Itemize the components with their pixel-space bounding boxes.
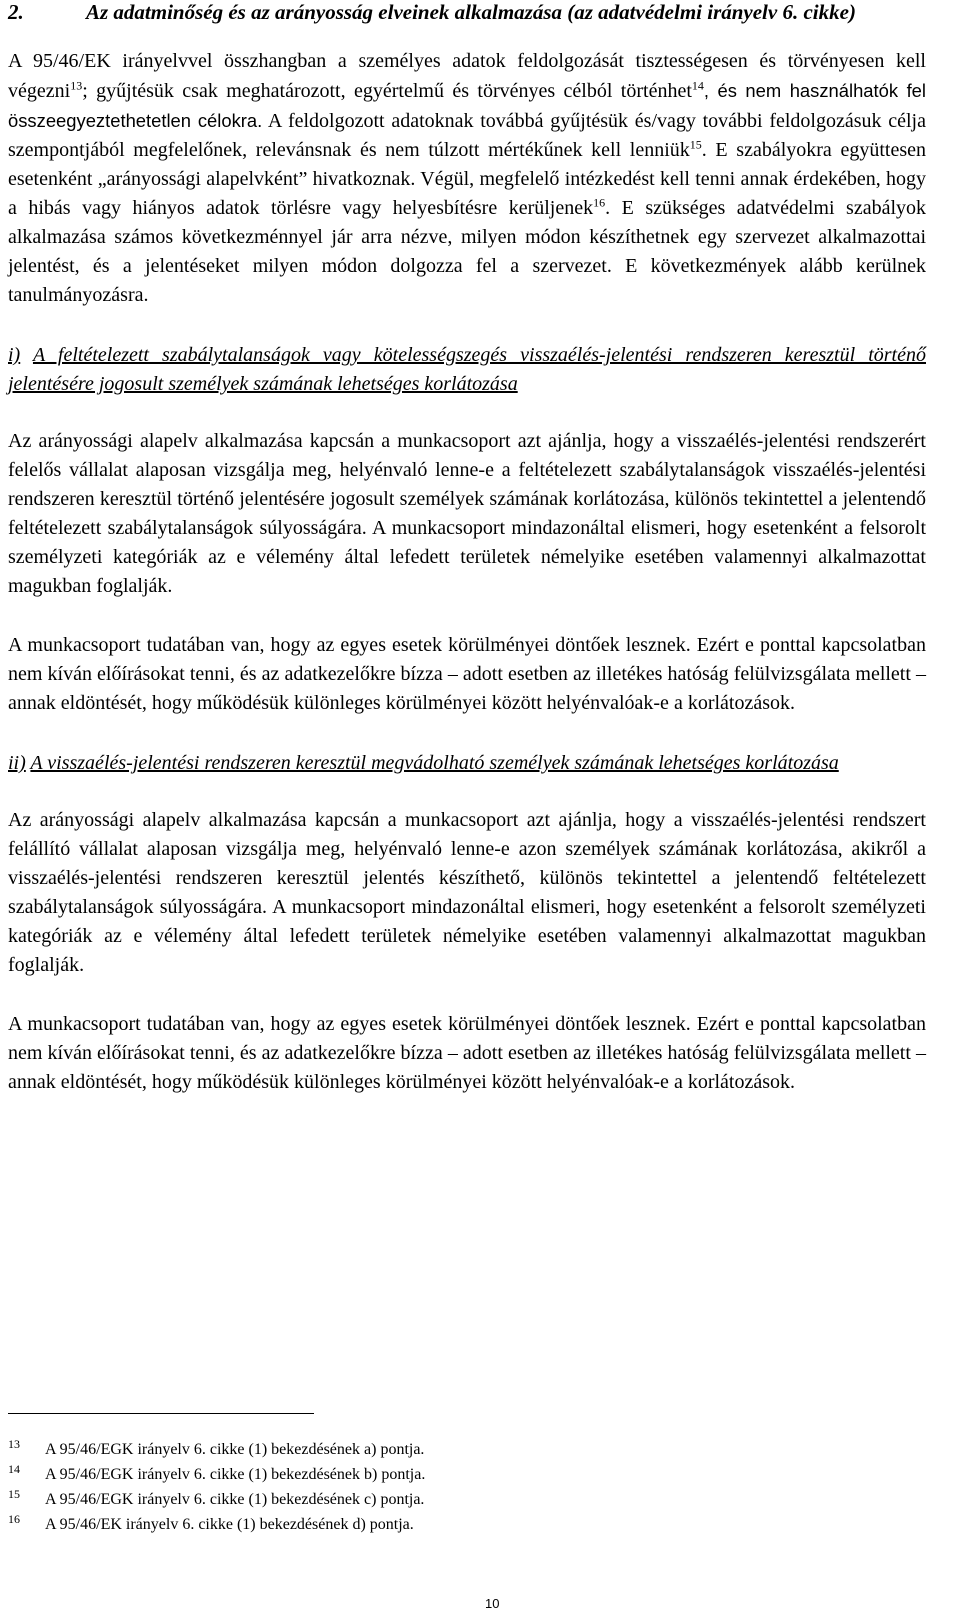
section-heading [8, 0, 926, 25]
footnote-text: A 95/46/EGK irányelv 6. cikke (1) bekezdésének c) pontja. [45, 1491, 425, 1508]
footnote-number: 15 [8, 1487, 20, 1501]
subsection-ii-paragraph-1: Az arányossági alapelv alkalmazása kapcsán a munkacsoport azt ajánlja, hogy a visszaélés-jelentési rendszert felállító vállalat alaposan vizsgálja meg, helyénvaló lenne-e azon személyek számának korlátozása, akikről a visszaélés-jelentési rendszeren keresztül jelentés készíthető, különös tekintettel a jelentendő feltételezett szabálytalanságok súlyosságára. A munkacsoport mindazonáltal elismeri, hogy esetenként a felsorolt személyzeti kategóriák az e vélemény által lefedett területek némelyike esetében valamennyi alkalmazottat magukban foglalják. [8, 809, 926, 976]
intro-part-4: A feldolgozott adatoknak továbbá gyűjtésük és/vagy további feldolgozásuk célja szempontjából megfelelőnek, relevánsnak és nem túlzott mértékűnek kell lenniük [8, 110, 926, 161]
footnotes [8, 1437, 708, 1541]
intro-part-1: A 95/46/EK irányelvvel összhangban a személyes adatok feldolgozását tisztességesen és törvényesen kell végezni [8, 50, 926, 102]
footnote-ref-15[interactable]: 15 [689, 137, 702, 152]
intro-part-5: . E szabályokra együttesen esetenként „arányossági alapelvként” hivatkoznak. Végül, megfelelő intézkedést kell tenni annak érdekében, hogy a hibás vagy hiányos adatok törlésre vagy helyesbítésre kerüljenek [8, 139, 926, 219]
subsection-i-paragraph-2: A munkacsoport tudatában van, hogy az egyes esetek körülményei döntőek lesznek. Ezért e ponttal kapcsolatban nem kíván előírásokat tenni, és az adatkezelőkre bízza – adott esetben az illetékes hatóság felülvizsgálata mellett – annak eldöntését, hogy működésük különleges körülményei között helyénvalóak-e a korlátozások. [8, 634, 926, 714]
section-number: 2. [8, 0, 24, 24]
footnote-ref-13[interactable]: 13 [70, 78, 83, 93]
footnote-16 [8, 1512, 708, 1541]
footnote-text: A 95/46/EK irányelv 6. cikke (1) bekezdésének d) pontja. [45, 1516, 414, 1533]
section-title: Az adatminőség és az arányosság elveinek alkalmazása (az adatvédelmi irányelv 6. cikke) [86, 0, 856, 24]
subsection-i-heading [8, 341, 926, 399]
intro-part-2: ; gyűjtésük csak meghatározott, egyértelmű és törvényes célból történhet [82, 80, 692, 102]
footnote-ref-16[interactable]: 16 [593, 195, 606, 210]
intro-part-3: , és nem használhatók fel összeegyeztethetetlen célokra. [8, 80, 926, 131]
intro-part-6: . E szükséges adatvédelmi szabályok alkalmazása számos következménnyel jár arra nézve, milyen módon készíthetnek egy szervezet alkalmazottai jelentést, és a jelentéseket milyen módon dolgozza fel a szervezet. E következmények alább kerülnek tanulmányozásra. [8, 197, 927, 306]
subsection-ii-heading [8, 749, 926, 778]
subsection-i-paragraph-1: Az arányossági alapelv alkalmazása kapcsán a munkacsoport azt ajánlja, hogy a visszaélés-jelentési rendszerért felelős vállalat alaposan vizsgálja meg, helyénvaló lenne-e a feltételezett szabálytalanságok visszaélés-jelentési rendszeren keresztül történő jelentésére jogosult személyek számának korlátozása, különös tekintettel a jelentendő feltételezett szabálytalanságok súlyosságára. A munkacsoport mindazonáltal elismeri, hogy esetenként a felsorolt személyzeti kategóriák az e vélemény által lefedett területek némelyike esetében valamennyi alkalmazottat magukban foglalják. [8, 430, 926, 597]
page-number: 10 [485, 1596, 500, 1611]
footnote-number: 14 [8, 1462, 20, 1476]
footnote-14 [8, 1462, 708, 1491]
intro-paragraph [8, 47, 926, 310]
subsection-ii-label: ii) [8, 752, 26, 774]
footnote-separator [8, 1413, 314, 1414]
footnote-number: 16 [8, 1512, 20, 1526]
subsection-ii-title: A visszaélés-jelentési rendszeren keresztül megvádolható személyek számának lehetséges korlátozása [30, 752, 839, 774]
footnote-number: 13 [8, 1437, 20, 1451]
subsection-i-title: A feltételezett szabálytalanságok vagy kötelességszegés visszaélés-jelentési rendszeren keresztül történő jelentésére jogosult személyek számának lehetséges korlátozása [8, 344, 926, 395]
footnote-ref-14[interactable]: 14 [691, 78, 704, 93]
subsection-ii-paragraph-2: A munkacsoport tudatában van, hogy az egyes esetek körülményei döntőek lesznek. Ezért e ponttal kapcsolatban nem kíván előírásokat tenni, és az adatkezelőkre bízza – adott esetben az illetékes hatóság felülvizsgálata mellett – annak eldöntését, hogy működésük különleges körülményei között helyénvalóak-e a korlátozások. [8, 1013, 926, 1093]
footnote-13 [8, 1437, 708, 1466]
document-page [8, 0, 926, 1097]
subsection-i-label: i) [8, 344, 21, 366]
footnote-15 [8, 1487, 708, 1516]
footnote-text: A 95/46/EGK irányelv 6. cikke (1) bekezdésének a) pontja. [45, 1441, 425, 1458]
footnote-text: A 95/46/EGK irányelv 6. cikke (1) bekezdésének b) pontja. [45, 1466, 426, 1483]
